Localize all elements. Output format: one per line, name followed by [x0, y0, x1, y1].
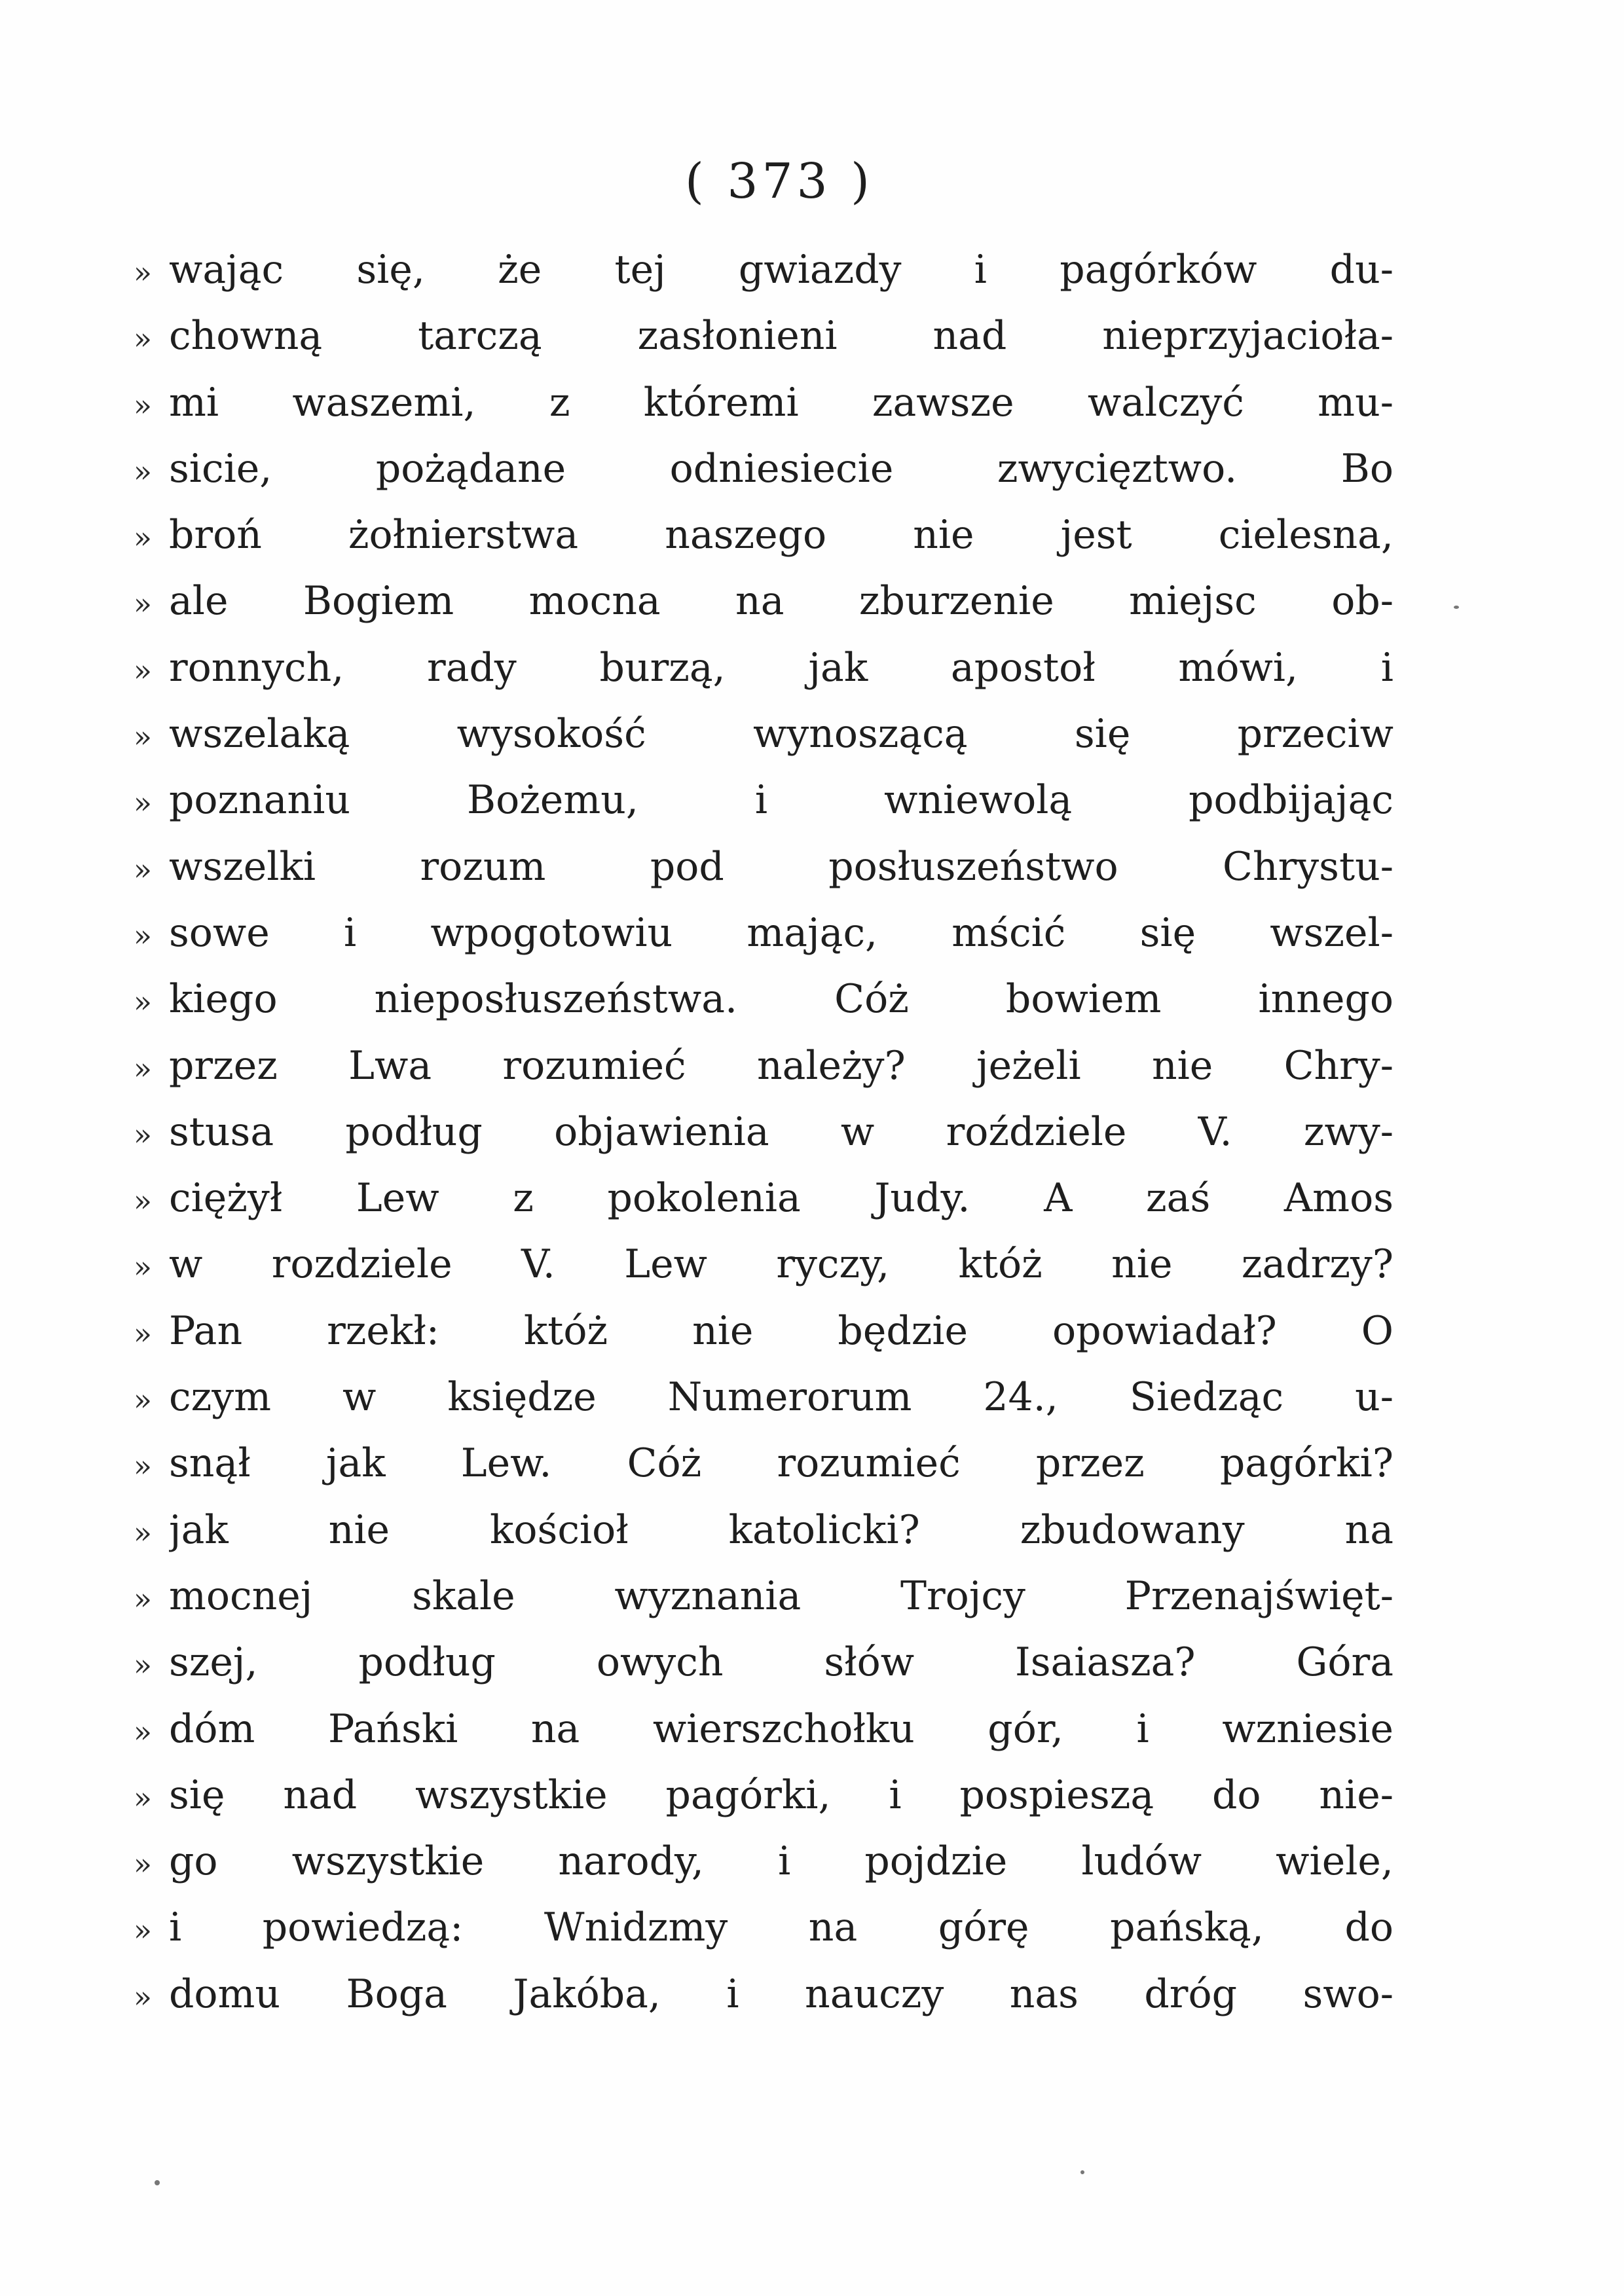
- quotation-mark: »: [133, 1116, 153, 1152]
- text-line: [117, 237, 1393, 303]
- quotation-mark: »: [133, 1183, 153, 1219]
- quotation-mark: »: [133, 1050, 153, 1086]
- quotation-mark: »: [133, 1779, 153, 1815]
- line-text: wszelki rozum pod posłuszeństwo Chrystu-: [169, 843, 1393, 890]
- line-text: sicie, pożądane odniesiecie zwycięztwo. Bo: [169, 445, 1393, 492]
- quotation-mark: »: [133, 321, 153, 357]
- line-text: poznaniu Bożemu, i wniewolą podbijając: [169, 777, 1393, 824]
- line-text: się nad wszystkie pagórki, i pospieszą do nie-: [169, 1772, 1393, 1818]
- line-text: wszelaką wysokość wynoszącą się przeciw: [169, 711, 1393, 757]
- text-line: [117, 834, 1393, 900]
- line-text: i powiedzą: Wnidzmy na górę pańską, do: [169, 1904, 1393, 1951]
- quotation-mark: »: [133, 255, 153, 290]
- text-line: [117, 1298, 1393, 1364]
- quotation-mark: »: [133, 719, 153, 755]
- text-line: [117, 502, 1393, 568]
- line-text: wając się, że tej gwiazdy i pagórków du-: [169, 247, 1393, 293]
- text-line: [117, 1829, 1393, 1895]
- text-line: [117, 1696, 1393, 1762]
- text-line: [117, 701, 1393, 767]
- quotation-mark: »: [133, 785, 153, 821]
- quotation-mark: »: [133, 851, 153, 887]
- text-block: [117, 237, 1393, 2028]
- quotation-mark: »: [133, 520, 153, 556]
- line-text: snął jak Lew. Cóż rozumieć przez pagórki?: [169, 1440, 1393, 1487]
- line-text: ale Bogiem mocna na zburzenie miejsc ob-: [169, 578, 1393, 625]
- line-text: go wszystkie narody, i pojdzie ludów wiele,: [169, 1838, 1393, 1885]
- print-speck: [1080, 2170, 1084, 2174]
- text-line: [117, 966, 1393, 1032]
- text-line: [117, 1364, 1393, 1430]
- text-line: [117, 1630, 1393, 1696]
- quotation-mark: »: [133, 984, 153, 1020]
- line-text: jak nie kościoł katolicki? zbudowany na: [169, 1506, 1393, 1553]
- print-speck: [1454, 606, 1459, 609]
- line-text: chowną tarczą zasłonieni nad nieprzyjacioła-: [169, 313, 1393, 359]
- line-text: kiego nieposłuszeństwa. Cóż bowiem innego: [169, 976, 1393, 1023]
- quotation-mark: »: [133, 453, 153, 489]
- print-speck: [155, 2180, 160, 2185]
- quotation-mark: »: [133, 1315, 153, 1351]
- line-text: broń żołnierstwa naszego nie jest cielesna,: [169, 512, 1393, 558]
- text-line: [117, 1033, 1393, 1099]
- quotation-mark: »: [133, 387, 153, 423]
- quotation-mark: »: [133, 1647, 153, 1683]
- text-line: [117, 568, 1393, 634]
- text-line: [117, 1895, 1393, 1961]
- text-line: [117, 1430, 1393, 1497]
- text-line: [117, 1231, 1393, 1298]
- line-text: przez Lwa rozumieć należy? jeżeli nie Chry-: [169, 1042, 1393, 1089]
- text-line: [117, 635, 1393, 701]
- text-line: [117, 900, 1393, 966]
- quotation-mark: »: [133, 1249, 153, 1285]
- text-line: [117, 303, 1393, 369]
- text-line: [117, 1563, 1393, 1630]
- line-text: mocnej skale wyznania Trojcy Przenajświęt-: [169, 1573, 1393, 1619]
- text-line: [117, 370, 1393, 436]
- line-text: ciężył Lew z pokolenia Judy. A zaś Amos: [169, 1175, 1393, 1222]
- quotation-mark: »: [133, 1846, 153, 1882]
- text-line: [117, 1961, 1393, 2028]
- text-line: [117, 1165, 1393, 1231]
- line-text: sowe i wpogotowiu mając, mścić się wszel-: [169, 909, 1393, 956]
- line-text: stusa podług objawienia w roździele V. zwy-: [169, 1108, 1393, 1155]
- text-line: [117, 1497, 1393, 1563]
- line-text: szej, podług owych słów Isaiasza? Góra: [169, 1639, 1393, 1686]
- quotation-mark: »: [133, 652, 153, 688]
- line-text: ronnych, rady burzą, jak apostoł mówi, i: [169, 644, 1393, 691]
- line-text: w rozdziele V. Lew ryczy, któż nie zadrzy?: [169, 1241, 1393, 1288]
- quotation-mark: »: [133, 1713, 153, 1749]
- line-text: czym w księdze Numerorum 24., Siedząc u-: [169, 1374, 1393, 1421]
- page-number: ( 373 ): [684, 153, 874, 210]
- text-line: [117, 767, 1393, 833]
- text-line: [117, 436, 1393, 502]
- quotation-mark: »: [133, 1448, 153, 1484]
- quotation-mark: »: [133, 1514, 153, 1550]
- line-text: domu Boga Jakóba, i nauczy nas dróg swo-: [169, 1971, 1393, 2017]
- line-text: mi waszemi, z któremi zawsze walczyć mu-: [169, 379, 1393, 426]
- quotation-mark: »: [133, 586, 153, 622]
- text-line: [117, 1099, 1393, 1165]
- line-text: Pan rzekł: któż nie będzie opowiadał? O: [169, 1307, 1393, 1354]
- quotation-mark: »: [133, 1912, 153, 1948]
- quotation-mark: »: [133, 1580, 153, 1616]
- text-line: [117, 1762, 1393, 1829]
- quotation-mark: »: [133, 1382, 153, 1418]
- quotation-mark: »: [133, 1978, 153, 2014]
- line-text: dóm Pański na wierszchołku gór, i wzniesie: [169, 1705, 1393, 1752]
- quotation-mark: »: [133, 917, 153, 953]
